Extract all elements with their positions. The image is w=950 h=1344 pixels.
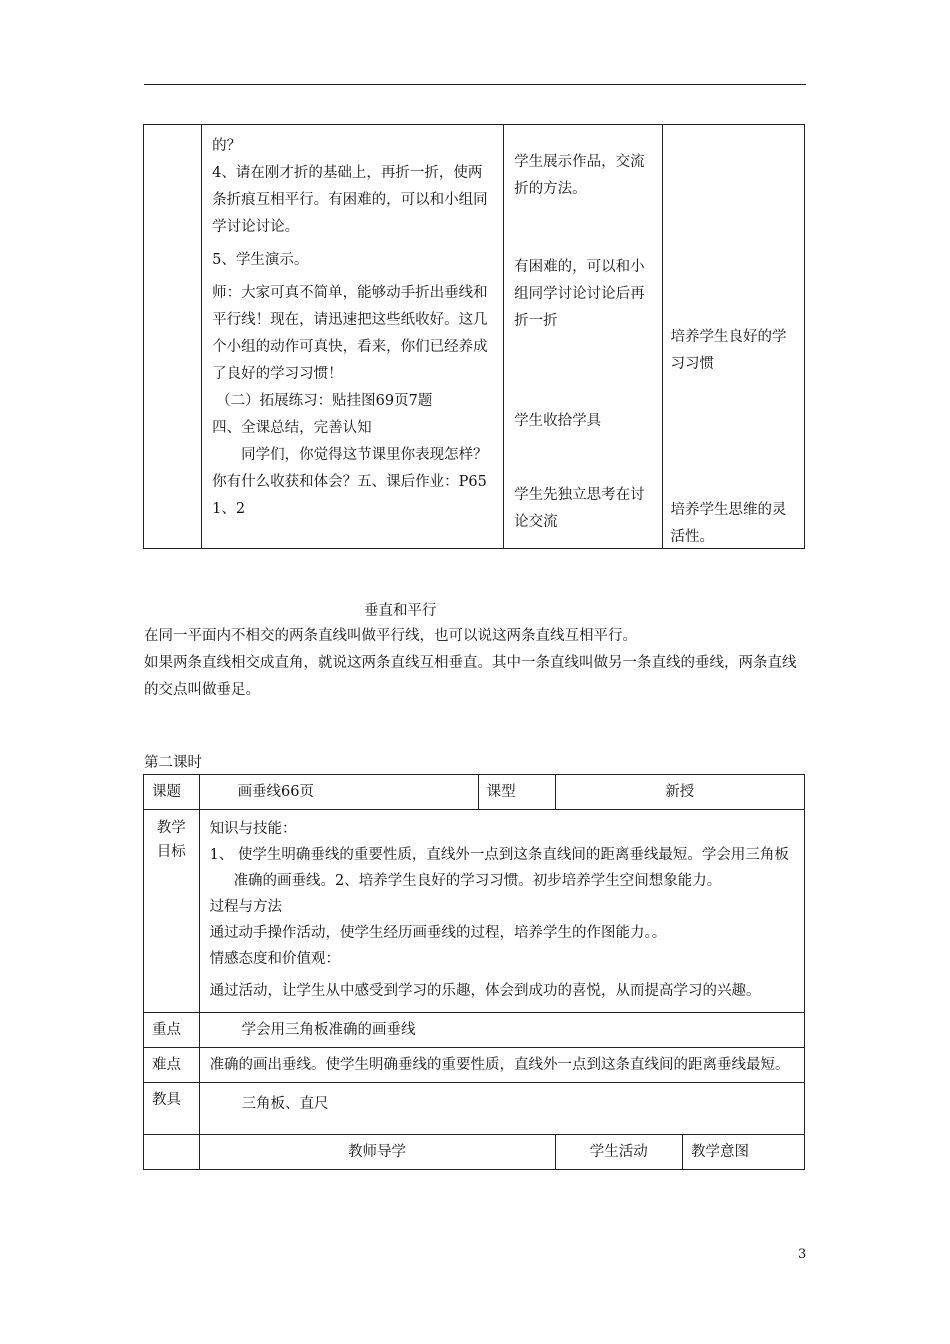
text-line: 学生先独立思考在讨论交流 — [514, 487, 645, 530]
empty-cell — [144, 125, 202, 549]
text-line: 培养学生良好的学习习惯 — [670, 329, 787, 372]
summary-line: 在同一平面内不相交的两条直线叫做平行线，也可以说这两条直线互相平行。 — [144, 628, 637, 644]
text-line: 准确的画出垂线。使学生明确垂线的重要性质，直线外一点到这条直线间的距离垂线最短。 — [209, 1057, 790, 1073]
goals-label: 教学目标 — [144, 810, 200, 1013]
text-line: 情感态度和价值观： — [209, 951, 341, 967]
topic-value: 画垂线66页 — [199, 775, 478, 810]
text-line: 有困难的，可以和小组同学讨论讨论后再折一折 — [514, 259, 645, 329]
lesson-plan-table — [143, 774, 805, 1170]
text-line: 通过活动，让学生从中感受到学习的乐趣，体会到成功的喜悦，从而提高学习的兴趣。 — [209, 983, 761, 999]
text-line: 同学们，你觉得这节课里你表现怎样？你有什么收获和体会？五、课后作业：P65 1、2 — [212, 447, 502, 517]
header-teacher: 教师导学 — [199, 1135, 555, 1170]
text-line: 4、请在刚才折的基础上，再折一折，使两条折痕互相平行。有困难的，可以和小组同学讨论讨论。 — [212, 165, 488, 235]
teaching-intent-cell — [662, 125, 804, 549]
header-student: 学生活动 — [555, 1135, 682, 1170]
page-number: 3 — [798, 1247, 807, 1262]
difficulty-value — [199, 1048, 804, 1083]
tools-label: 教具 — [144, 1083, 200, 1135]
tools-value: 三角板、直尺 — [199, 1083, 804, 1135]
key-value: 学会用三角板准确的画垂线 — [199, 1013, 804, 1048]
header-rule — [144, 84, 806, 85]
text-line: 学生收拾学具 — [514, 413, 602, 429]
type-label: 课型 — [478, 775, 555, 810]
key-label: 重点 — [144, 1013, 200, 1048]
text-line: 知识与技能： — [209, 821, 297, 837]
student-activity-cell — [504, 125, 662, 549]
empty-cell — [144, 1135, 200, 1170]
header-intent: 教学意图 — [682, 1135, 804, 1170]
lesson-table-continued — [143, 124, 805, 549]
summary-line: 如果两条直线相交成直角，就说这两条直线互相垂直。其中一条直线叫做另一条直线的垂线，两条直线的交点叫做垂足。 — [144, 655, 797, 698]
summary-title: 垂直和平行 — [364, 603, 437, 619]
text-line: 师：大家可真不简单，能够动手折出垂线和平行线！现在，请迅速把这些纸收好。这几个小组的动作可真快，看来，你们已经养成了良好的学习习惯！ — [212, 285, 488, 382]
text-line: 1、 使学生明确垂线的重要性质，直线外一点到这条直线间的距离垂线最短。学会用三角板准确的画垂线。2、培养学生良好的学习习惯。初步培养学生空间想象能力。 — [209, 847, 789, 889]
text-line: 5、学生演示。 — [212, 252, 309, 268]
second-lesson-label: 第二课时 — [144, 755, 202, 771]
topic-label: 课题 — [144, 775, 200, 810]
text-line: （二）拓展练习：贴挂图69页7题 — [216, 393, 433, 409]
text-line: 过程与方法 — [209, 899, 283, 915]
text-line: 通过动手操作活动，使学生经历画垂线的过程，培养学生的作图能力。。 — [209, 925, 667, 941]
text-line: 的？ — [212, 138, 242, 154]
goals-cell — [199, 810, 804, 1013]
text-line: 培养学生思维的灵活性。 — [670, 502, 787, 545]
text-line: 学生展示作品，交流折的方法。 — [514, 154, 645, 197]
text-line: 四、全课总结，完善认知 — [212, 420, 372, 436]
type-value: 新授 — [555, 775, 804, 810]
teacher-guide-cell — [202, 125, 504, 549]
difficulty-label: 难点 — [144, 1048, 200, 1083]
